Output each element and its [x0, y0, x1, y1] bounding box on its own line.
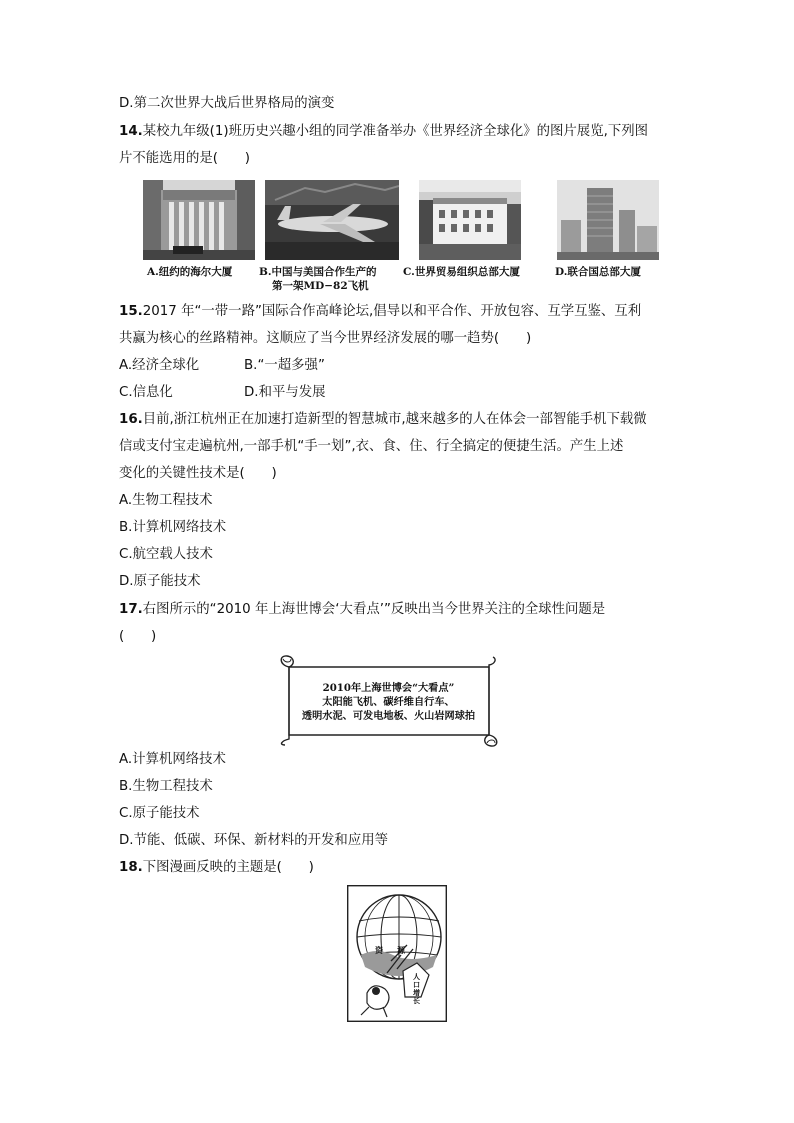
q16-stem-line1	[119, 411, 647, 429]
q17-stem-line2: ( )	[119, 629, 157, 644]
caption-a: A.纽约的海尔大厦	[147, 266, 233, 278]
q15-option-a: A.经济全球化	[119, 358, 200, 373]
q16-option-b: B.计算机网络技术	[119, 520, 227, 535]
photo-wto-building	[419, 180, 521, 260]
q16-stem-line2: 信或支付宝走遍杭州,一部手机“手一划”,衣、食、住、行全搞定的便捷生活。产生上述	[119, 439, 624, 454]
q15-option-c: C.信息化	[119, 385, 173, 400]
q17-number: 17.	[119, 602, 143, 617]
q18-number: 18.	[119, 860, 143, 875]
q17-option-d: D.节能、低碳、环保、新材料的开发和应用等	[119, 833, 388, 848]
q14-stem-text1: 某校九年级(1)班历史兴趣小组的同学准备举办《世界经济全球化》的图片展览,下列图	[142, 124, 649, 139]
q15-option-d: D.和平与发展	[244, 385, 326, 400]
q16-option-c: C.航空载人技术	[119, 547, 213, 562]
q16-option-d: D.原子能技术	[119, 574, 201, 589]
q17-stem-line1	[119, 601, 605, 619]
q15-stem-line2: 共赢为核心的丝路精神。这顺应了当今世界经济发展的哪一趋势( )	[119, 331, 532, 346]
photo-haier-building-graphic	[143, 180, 255, 260]
q18-stem-text: 下图漫画反映的主题是( )	[142, 860, 314, 875]
q18-stem-line	[119, 859, 314, 877]
q16-stem-line3: 变化的关键性技术是( )	[119, 466, 277, 481]
scroll-line1: 2010年上海世博会“大看点”	[322, 682, 455, 694]
q17-option-a: A.计算机网络技术	[119, 752, 226, 767]
q13-option-d: D.第二次世界大战后世界格局的演变	[119, 96, 335, 111]
photo-wto-building-graphic	[419, 180, 521, 260]
q15-stem-text1: 2017 年“一带一路”国际合作高峰论坛,倡导以和平合作、开放包容、互学互鉴、互利	[142, 304, 642, 319]
photo-un-headquarters	[557, 180, 659, 260]
cartoon-globe-figure	[347, 885, 447, 1022]
cartoon-label-resource-2: 源	[397, 945, 405, 955]
cartoon-label-population: 人口增长	[413, 972, 420, 1005]
photo-haier-building	[143, 180, 255, 260]
q15-option-b: B.“一超多强”	[244, 358, 325, 373]
q14-stem-line2: 片不能选用的是( )	[119, 151, 250, 166]
photo-un-headquarters-graphic	[557, 180, 659, 260]
q16-stem-text1: 目前,浙江杭州正在加速打造新型的智慧城市,越来越多的人在体会一部智能手机下载微	[142, 412, 647, 427]
q17-option-c: C.原子能技术	[119, 806, 200, 821]
cartoon-label-resource-1: 资	[375, 945, 383, 955]
caption-c: C.世界贸易组织总部大厦	[403, 266, 520, 278]
q17-stem-text1: 右图所示的“2010 年上海世博会‘大看点’”反映出当今世界关注的全球性问题是	[142, 602, 606, 617]
expo-scroll-figure	[277, 655, 502, 747]
scroll-line2: 太阳能飞机、碳纤维自行车、	[322, 696, 455, 708]
photo-md82-airplane	[265, 180, 399, 260]
q17-option-b: B.生物工程技术	[119, 779, 213, 794]
caption-d: D.联合国总部大厦	[555, 266, 641, 278]
q16-option-a: A.生物工程技术	[119, 493, 213, 508]
caption-b-line2: 第一架MD−82飞机	[272, 280, 369, 292]
q15-number: 15.	[119, 304, 143, 319]
q16-number: 16.	[119, 412, 143, 427]
q14-number: 14.	[119, 124, 143, 139]
q15-options-row1	[119, 357, 325, 375]
scroll-line3: 透明水泥、可发电地板、火山岩网球拍	[301, 710, 476, 722]
q15-options-row2	[119, 384, 326, 402]
photo-md82-airplane-graphic	[265, 180, 399, 260]
q15-stem-line1	[119, 303, 641, 321]
q14-stem-line1	[119, 123, 648, 141]
caption-b-line1: B.中国与美国合作生产的	[259, 266, 377, 278]
scroll-text	[295, 681, 482, 723]
